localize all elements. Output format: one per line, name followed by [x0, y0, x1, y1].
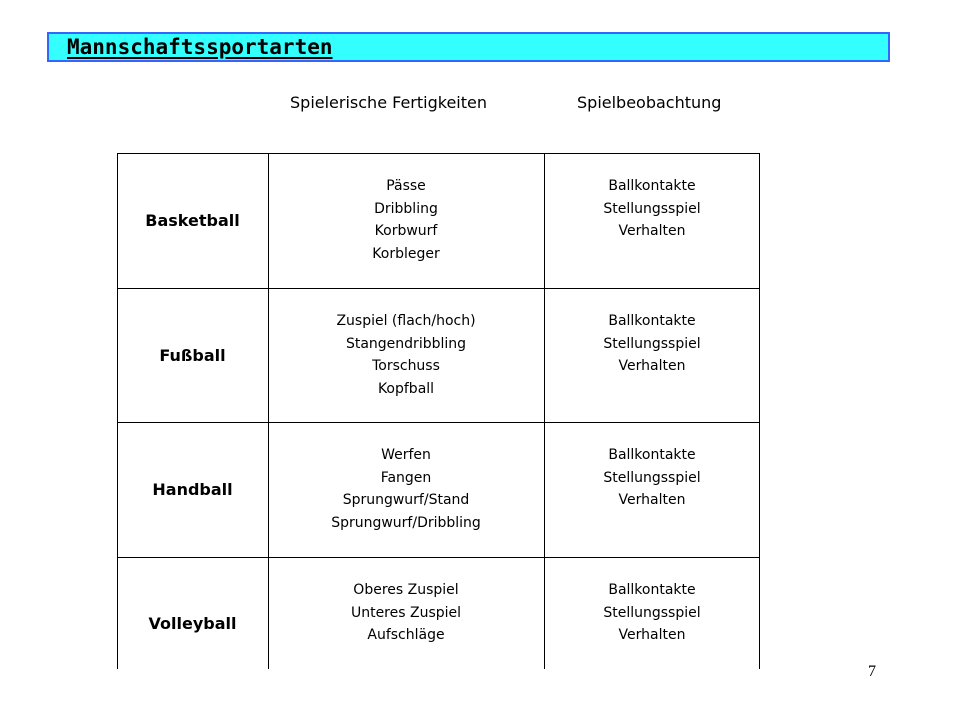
skill-item: Sprungwurf/Dribbling: [331, 514, 481, 531]
page-number: 7: [868, 663, 876, 680]
skill-item: Pässe: [386, 178, 426, 194]
skill-item: Torschuss: [372, 358, 440, 374]
skill-item: Stangendribbling: [345, 335, 467, 352]
observation-cell: [544, 153, 760, 288]
skills-cell: [268, 557, 544, 669]
observation-item: Ballkontakte: [608, 582, 696, 598]
skill-item: Oberes Zuspiel: [353, 582, 459, 598]
sport-name: Handball: [152, 480, 233, 499]
skill-item: Sprungwurf/Stand: [342, 492, 470, 508]
skill-item: Korbwurf: [374, 223, 438, 239]
sports-table: [117, 153, 760, 669]
observation-cell: [544, 288, 760, 422]
observation-cell: [544, 422, 760, 557]
observation-item: Verhalten: [618, 223, 686, 239]
observation-item: Ballkontakte: [608, 447, 696, 463]
skill-item: Aufschläge: [367, 627, 445, 643]
observation-item: Verhalten: [618, 492, 686, 508]
observation-item: Ballkontakte: [608, 313, 696, 329]
skill-item: Kopfball: [377, 380, 435, 397]
column-header-skills: Spielerische Fertigkeiten: [290, 93, 487, 112]
table-row: [117, 422, 760, 557]
column-header-observation: Spielbeobachtung: [577, 93, 722, 112]
skill-item: Werfen: [381, 447, 431, 463]
observation-item: Stellungsspiel: [603, 604, 701, 621]
observation-item: Verhalten: [618, 358, 686, 374]
observation-item: Stellungsspiel: [603, 335, 701, 352]
skills-cell: [268, 288, 544, 422]
title-bar: [47, 32, 890, 62]
table-row: [117, 288, 760, 422]
skill-item: Unteres Zuspiel: [350, 604, 462, 621]
observation-item: Stellungsspiel: [603, 200, 701, 217]
table-row: [117, 153, 760, 288]
observation-item: Verhalten: [618, 627, 686, 643]
sport-name: Fußball: [159, 345, 226, 365]
skill-item: Dribbling: [374, 200, 438, 217]
sport-name: Volleyball: [148, 613, 237, 633]
skills-cell: [268, 153, 544, 288]
skill-item: Zuspiel (flach/hoch): [336, 313, 476, 329]
table-row: [117, 557, 760, 669]
observation-item: Ballkontakte: [608, 178, 696, 194]
skill-item: Fangen: [380, 469, 432, 486]
page-title: Mannschaftssportarten: [67, 35, 333, 59]
sport-name: Basketball: [145, 211, 240, 230]
skills-cell: [268, 422, 544, 557]
observation-item: Stellungsspiel: [603, 469, 701, 486]
skill-item: Korbleger: [372, 245, 440, 262]
observation-cell: [544, 557, 760, 669]
